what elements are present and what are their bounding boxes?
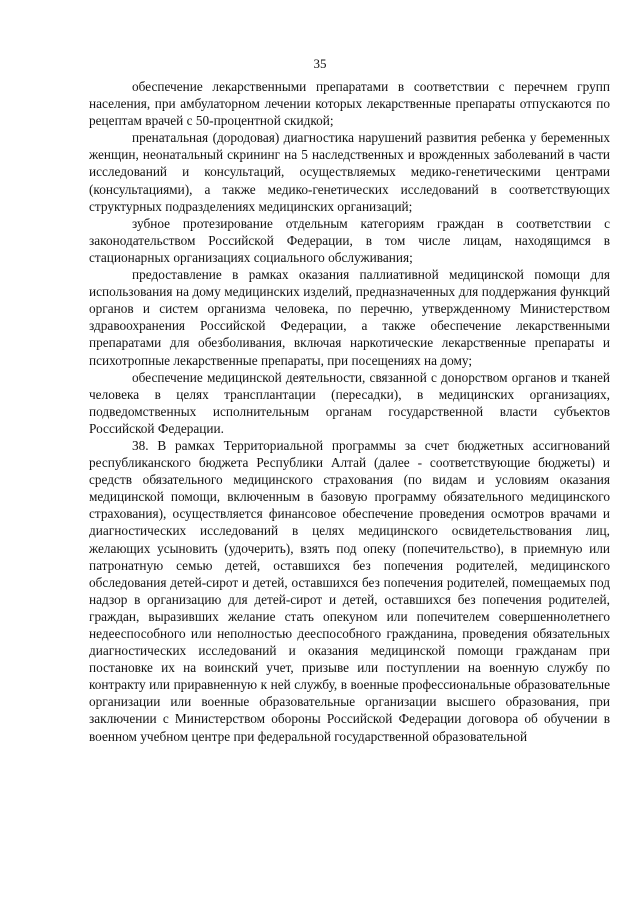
paragraph-prenatal-diagnostics: пренатальная (дородовая) диагностика нарушений развития ребенка у беременных женщин, неонатальный скрининг на 5 наследственных и врожденных заболеваний в части исследований и консультаций, осуществляемых медико-генетическими центрами (консультациями), а также медико-генетических исследований в соответствующих структурных подразделениях медицинских организаций; — [89, 130, 610, 214]
paragraph-item-38: 38. В рамках Территориальной программы за счет бюджетных ассигнований республиканского бюджета Республики Алтай (далее - соответствующие бюджеты) и средств обязательного медицинского страхования (по видам и условиям оказания медицинской помощи, включенным в базовую программу обязательного медицинского страхования), осуществляется финансовое обеспечение проведения осмотров врачами и диагностических исследований в целях медицинского освидетельствования лиц, желающих усыновить (удочерить), взять под опеку (попечительство), в приемную или патронатную семью детей, оставшихся без попечения родителей, медицинского обследования детей-сирот и детей, оставшихся без попечения родителей, помещаемых под надзор в организацию для детей-сирот и детей, оставшихся без попечения родителей, граждан, выразивших желание стать опекуном или попечителем совершеннолетнего недееспособного или неполностью дееспособного гражданина, проведения обязательных диагностических исследований и оказания медицинской помощи гражданам при постановке их на воинский учет, призыве или поступлении на военную службу по контракту или приравненную к ней службу, в военные профессиональные образовательные организации или военные образовательные организации высшего образования, при заключении с Министерством обороны Российской Федерации договора об обучении в военном учебном центре при федеральной государственной образовательной — [89, 437, 610, 744]
document-body — [89, 78, 610, 745]
paragraph-dental-prosthetics: зубное протезирование отдельным категориям граждан в соответствии с законодательством Российской Федерации, в том числе лицам, находящимся в стационарных организациях социального обслуживания; — [89, 215, 610, 265]
page-number: 35 — [313, 56, 327, 71]
paragraph-organ-donation: обеспечение медицинской деятельности, связанной с донорством органов и тканей человека в целях трансплантации (пересадки), в медицинских организациях, подведомственных исполнительным органам государственной власти субъектов Российской Федерации. — [89, 369, 610, 436]
paragraph-medications-discount: обеспечение лекарственными препаратами в соответствии с перечнем групп населения, при амбулаторном лечении которых лекарственные препараты отпускаются по рецептам врачей с 50-процентной скидкой; — [89, 79, 610, 129]
paragraph-palliative-care: предоставление в рамках оказания паллиативной медицинской помощи для использования на дому медицинских изделий, предназначенных для поддержания функций органов и систем организма человека, по перечню, утвержденному Министерством здравоохранения Российской Федерации, а также обеспечение лекарственными препаратами для обезболивания, включая наркотические лекарственные препараты и психотропные лекарственные препараты, при посещениях на дому; — [89, 267, 610, 368]
